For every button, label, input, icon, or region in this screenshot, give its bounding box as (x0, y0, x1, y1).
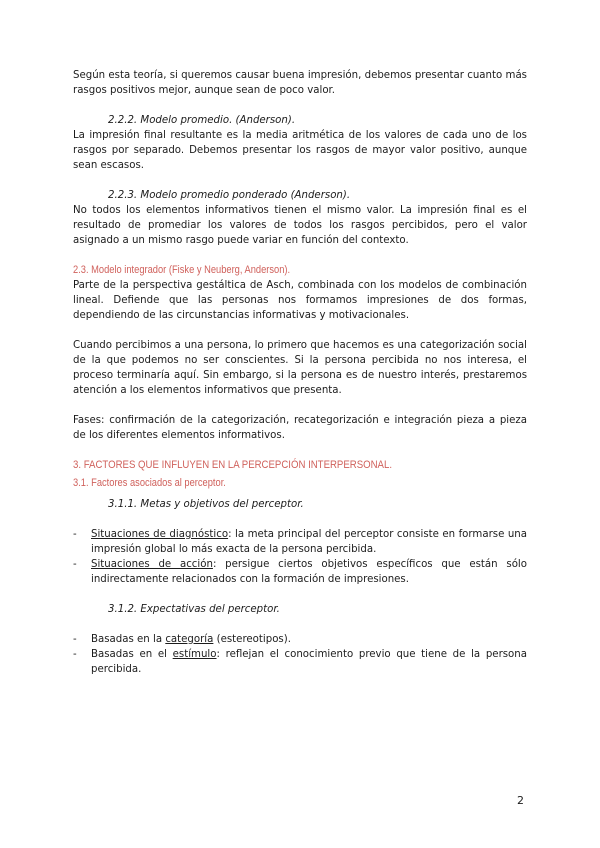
section-3-1-1-heading: 3.1.1. Metas y objetivos del perceptor. (108, 499, 304, 510)
list-text: : reflejan el conocimiento previo que tiene de la persona percibida. (91, 649, 527, 675)
intro-paragraph: Según esta teoría, si queremos causar buena impresión, debemos presentar cuanto más rasgos positivos mejor, aunque sean de poco valor. (73, 70, 527, 96)
list-prefix: Basadas en la (91, 634, 166, 645)
section-2-3-paragraph-2: Cuando percibimos a una persona, lo primero que hacemos es una categorización social de la que podemos no ser conscientes. Si la persona percibida no nos interesa, el proceso terminaría aquí. Sin embargo, si la persona es de nuestro interés, prestaremos atención a los elementos informativos que presenta. (73, 340, 527, 396)
list-prefix: Basadas en el (91, 649, 173, 660)
list-item (73, 632, 527, 647)
list-item (73, 527, 527, 557)
section-2-3-heading: 2.3. Modelo integrador (Fiske y Neuberg, Anderson). (73, 264, 291, 276)
list-term: categoría (165, 634, 214, 645)
section-3-heading: 3. FACTORES QUE INFLUYEN EN LA PERCEPCIÓN INTERPERSONAL. (73, 459, 393, 471)
page-number: 2 (517, 794, 524, 807)
section-2-2-2-heading: 2.2.2. Modelo promedio. (Anderson). (108, 115, 296, 126)
section-3-1-2-heading: 3.1.2. Expectativas del perceptor. (108, 604, 280, 615)
list-term: Situaciones de acción (91, 559, 213, 570)
dash-bullet: - (73, 634, 77, 645)
dash-bullet: - (73, 649, 77, 660)
expectations-list (73, 632, 527, 677)
goals-list (73, 527, 527, 587)
section-2-3-paragraph-1: Parte de la perspectiva gestáltica de Asch, combinada con los modelos de combinación lineal. Defiende que las personas nos formamos impresiones de dos formas, dependiendo de las circunstancias informativas y motivacionales. (73, 280, 527, 321)
dash-bullet: - (73, 529, 77, 540)
section-3-1-heading: 3.1. Factores asociados al perceptor. (73, 477, 226, 489)
list-item (73, 557, 527, 587)
section-2-2-2-text: La impresión final resultante es la media aritmética de los valores de cada uno de los rasgos por separado. Debemos presentar los rasgos de mayor valor positivo, aunque sean escasos. (73, 130, 527, 171)
list-text: (estereotipos). (213, 634, 291, 645)
list-item (73, 647, 527, 677)
section-2-2-3-text: No todos los elementos informativos tienen el mismo valor. La impresión final es el resultado de promediar los valores de todos los rasgos percibidos, pero el valor asignado a un mismo rasgo puede variar en función del contexto. (73, 205, 527, 246)
list-text: : persigue ciertos objetivos específicos que están sólo indirectamente relacionados con la formación de impresiones. (91, 559, 527, 585)
section-2-3-paragraph-3: Fases: confirmación de la categorización, recategorización e integración pieza a pieza de los diferentes elementos informativos. (73, 415, 527, 441)
list-term: estímulo (172, 649, 217, 660)
document-page (73, 68, 527, 677)
list-term: Situaciones de diagnóstico (91, 529, 229, 540)
section-2-2-3-heading: 2.2.3. Modelo promedio ponderado (Anderson). (108, 190, 351, 201)
list-text: : la meta principal del perceptor consiste en formarse una impresión global lo más exacta de la persona percibida. (91, 529, 527, 555)
dash-bullet: - (73, 559, 77, 570)
